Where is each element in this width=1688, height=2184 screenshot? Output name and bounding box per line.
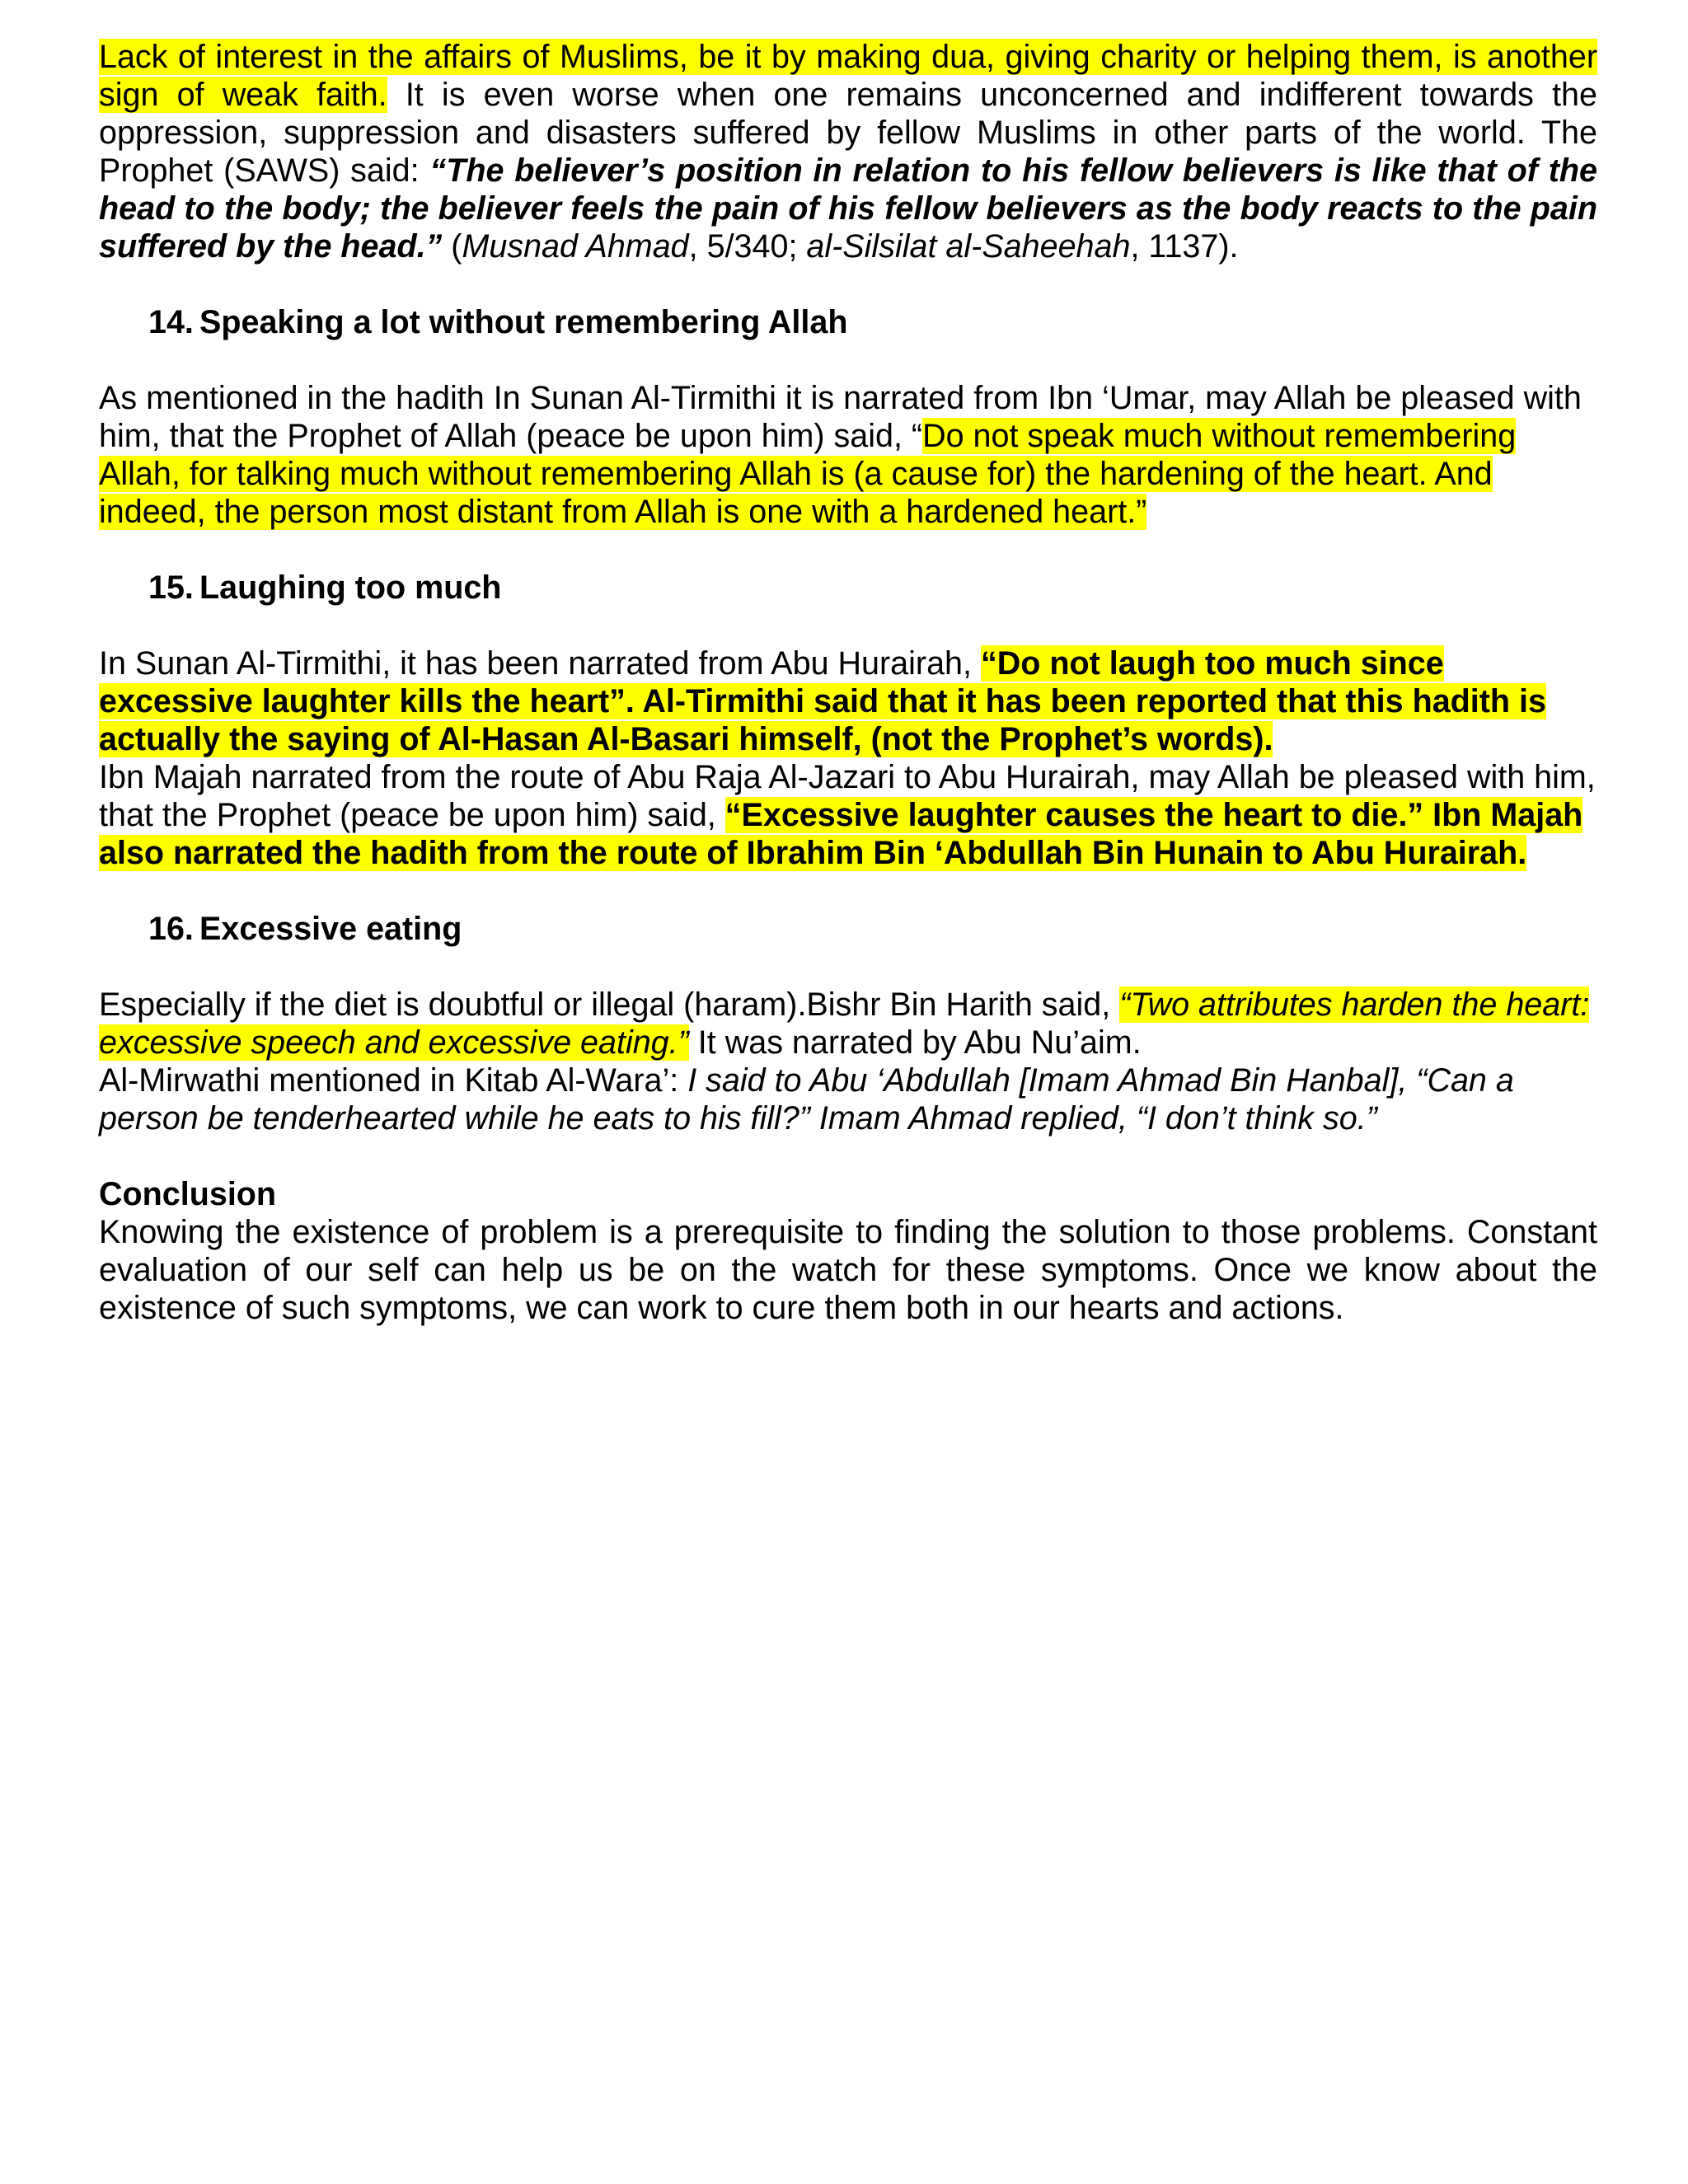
heading-number: 16. [148, 911, 194, 947]
paragraph-section-16-a [99, 986, 1597, 1062]
paragraph-section-15-a [99, 644, 1597, 758]
heading-conclusion: Conclusion [99, 1176, 277, 1212]
highlighted-text: Do not speak much without remembering Allah, for talking much without remembering Allah is (a cause for) the hardening of the heart. And indeed, the person most distant from Allah is one with a hardened heart.” [99, 418, 1517, 530]
highlighted-text: “Two attributes harden the heart: excessive speech and excessive eating.” [99, 987, 1590, 1061]
body-text: , 5/340; [688, 228, 807, 265]
paragraph-weak-faith [99, 38, 1597, 265]
body-text: Especially if the diet is doubtful or illegal (haram).Bishr Bin Harith said, [99, 987, 1120, 1023]
reference-title: al-Silsilat al-Saheehah [806, 228, 1131, 265]
body-text: It was narrated by Abu Nu’aim. [688, 1024, 1142, 1061]
paragraph-section-15-b [99, 758, 1597, 872]
body-text: Al-Mirwathi mentioned in Kitab Al-Wara’: [99, 1062, 688, 1099]
reference-title: Musnad Ahmad [462, 228, 689, 265]
heading-section-14 [99, 303, 1597, 341]
body-text: , 1137). [1130, 228, 1239, 265]
heading-section-15 [99, 569, 1597, 607]
highlighted-text: “Do not laugh too much since excessive laughter kills the heart”. Al-Tirmithi said that it has been reported that this hadith is actually the saying of Al-Hasan Al-Basari himself, (not the Prophet’s words). [99, 645, 1546, 757]
body-text: As mentioned in the hadith In Sunan Al-Tirmithi it is narrated from Ibn ‘Umar, may Allah be pleased with him, that the Prophet of Allah (peace be upon him) said, “ [99, 380, 1582, 454]
heading-section-16 [99, 910, 1597, 948]
heading-title: Laughing too much [199, 569, 502, 606]
body-text: In Sunan Al-Tirmithi, it has been narrated from Abu Hurairah, [99, 645, 981, 682]
highlighted-text: “Excessive laughter causes the heart to die.” Ibn Majah also narrated the hadith from the route of Ibrahim Bin ‘Abdullah Bin Hunain to Abu Hurairah. [99, 797, 1583, 871]
paragraph-section-14 [99, 379, 1597, 531]
document-body [99, 38, 1597, 1327]
heading-title: Speaking a lot without remembering Allah [199, 304, 848, 340]
italic-quote: I said to Abu ‘Abdullah [Imam Ahmad Bin Hanbal], “Can a person be tenderhearted while he eats to his fill?” Imam Ahmad replied, “I don’t think so.” [99, 1062, 1514, 1137]
body-text: It is even worse when one remains unconcerned and indifferent towards the oppression, suppression and disasters suffered by fellow Muslims in other parts of the world. The Prophet (SAWS) said: [99, 77, 1597, 189]
paragraph-section-16-b [99, 1062, 1597, 1137]
heading-title: Excessive eating [199, 911, 462, 947]
heading-number: 15. [148, 569, 194, 606]
highlighted-text: Lack of interest in the affairs of Muslims, be it by making dua, giving charity or helping them, is another sign of weak faith. [99, 39, 1597, 113]
heading-number: 14. [148, 304, 194, 340]
body-text: Ibn Majah narrated from the route of Abu Raja Al-Jazari to Abu Hurairah, may Allah be pleased with him, that the Prophet (peace be upon him) said, [99, 759, 1596, 833]
hadith-quote: “The believer’s position in relation to his fellow believers is like that of the head to the body; the believer feels the pain of his fellow believers as the body reacts to the pain suffered by the head.” [99, 152, 1597, 265]
body-text: ( [442, 228, 462, 265]
paragraph-conclusion: Knowing the existence of problem is a prerequisite to finding the solution to those problems. Constant evaluation of our self can help us be on the watch for these symptoms. Once we know about the existence of such symptoms, we can work to cure them both in our hearts and actions. [99, 1214, 1597, 1326]
